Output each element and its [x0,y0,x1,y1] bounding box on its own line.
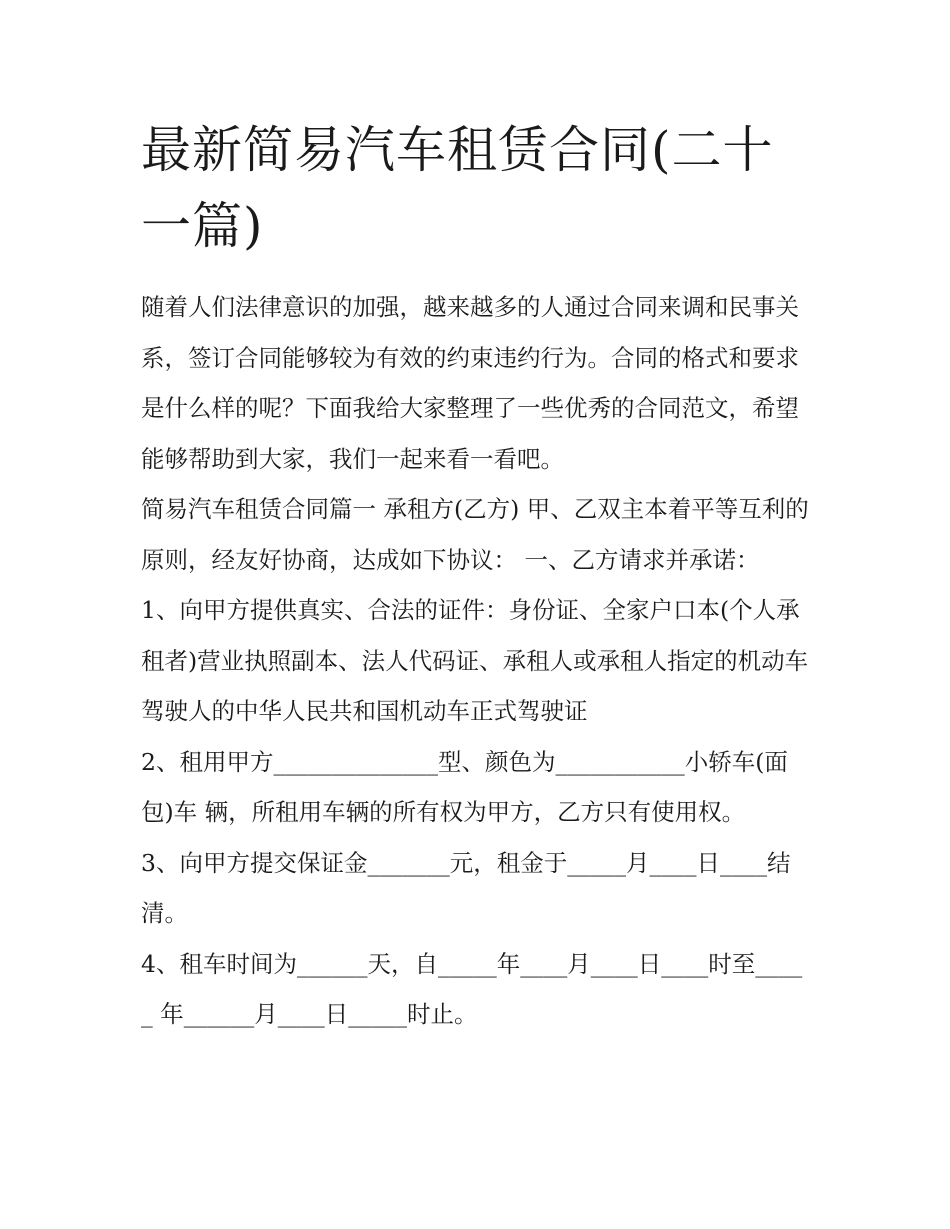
document-page [141,112,813,1040]
clause-3-paragraph: 3、向甲方提交保证金_______元，租金于_____月____日____结清。 [141,848,791,927]
intro-paragraph: 随着人们法律意识的加强，越来越多的人通过合同来调和民事关系，签订合同能够较为有效的约束违约行为。合同的格式和要求是什么样的呢？下面我给大家整理了一些优秀的合同范文，希望能够帮助到大家，我们一起来看一看吧。 [141,293,799,473]
clause-4-paragraph: 4、租车时间为______天，自_____年____月____日____时至_____ 年______月____日_____时止。 [141,949,803,1028]
clause-1-paragraph: 1、向甲方提供真实、合法的证件：身份证、全家户口本(个人承租者)营业执照副本、法人代码证、承租人或承租人指定的机动车驾驶人的中华人民共和国机动车正式驾驶证 [141,596,809,725]
contract-preamble-paragraph: 简易汽车租赁合同篇一 承租方(乙方) 甲、乙双主本着平等互利的原则，经友好协商，达成如下协议： 一、乙方请求并承诺： [141,495,809,574]
clause-2-paragraph: 2、租用甲方______________型、颜色为___________小轿车(面包)车 辆，所租用车辆的所有权为甲方，乙方只有使用权。 [141,747,788,826]
document-title: 最新简易汽车租赁合同(二十一篇) [141,121,774,255]
